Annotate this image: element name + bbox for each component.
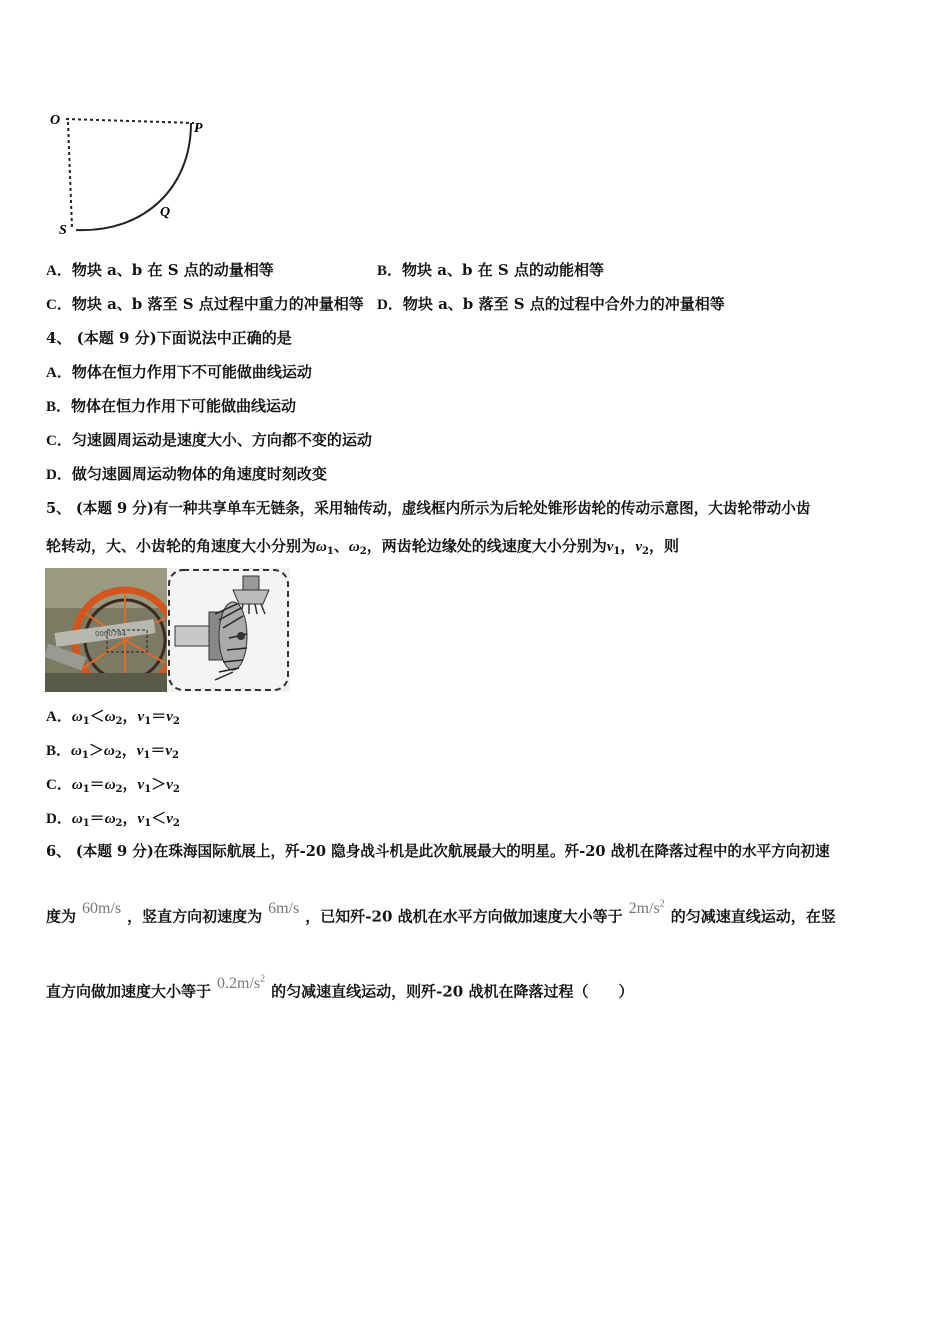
label-p: P	[194, 121, 203, 136]
bevel-gear-diagram	[167, 568, 290, 692]
q6-stem-line2: 度为 60m/s ，竖直方向初速度为 6m/s ，已知歼-20 战机在水平方向做加速度大小等于 $2m/s^2$的匀减速直线运动，在竖	[46, 899, 836, 926]
q6-stem-line3: 直方向做加速度大小等于 $0.2m/s^2$的匀减速直线运动，则歼-20 战机在降落过程（ ）	[46, 974, 634, 1001]
q5-stem-line1: 5、 (本题 9 分)有一种共享单车无链条，采用轴传动，虚线框内所示为后轮处锥形齿轮的传动示意图，大齿轮带动小齿	[46, 500, 811, 517]
a-vertical: $0.2m/s^2$	[217, 974, 266, 993]
bevel-gear-drawing	[167, 568, 290, 692]
q3-option-d: D．物块 a、b 落至 S 点的过程中合外力的冲量相等	[377, 295, 725, 313]
q4-option-a: A．物体在恒力作用下不可能做曲线运动	[46, 363, 312, 381]
label-s: S	[59, 223, 67, 238]
label-q: Q	[160, 205, 171, 220]
q4-option-d: D．做匀速圆周运动物体的角速度时刻改变	[46, 465, 327, 483]
q5-stem-line2: 轮转动，大、小齿轮的角速度大小分别为$\omega_1$、$\omega_2$，两齿轮边缘处的线速度大小分别为$v_1$，$v_2$，则	[46, 537, 680, 557]
label-o: O	[50, 113, 61, 128]
q5-option-d: D．$\omega_1=\omega_2$，$v_1<v_2$	[46, 809, 180, 829]
bike-wheel-photo	[45, 568, 167, 692]
q3-option-b: B．物块 a、b 在 S 点的动能相等	[377, 261, 604, 279]
q5-option-c: C．$\omega_1=\omega_2$，$v_1>v_2$	[46, 775, 180, 795]
dotted-line-op	[66, 119, 194, 123]
v0-horizontal: 60m/s	[82, 900, 122, 918]
v0-vertical: 6m/s	[268, 900, 300, 918]
q4-option-b: B．物体在恒力作用下可能做曲线运动	[46, 397, 297, 415]
dotted-line-os	[68, 122, 72, 228]
q6-stem-line1: 6、 (本题 9 分)在珠海国际航展上，歼-20 隐身战斗机是此次航展最大的明星。歼-20 战机在降落过程中的水平方向初速	[46, 843, 830, 860]
photo-frame-text: 0000784	[95, 630, 127, 638]
a-horizontal: $2m/s^2$	[628, 899, 665, 918]
arc-pqs	[76, 123, 191, 230]
quarter-circle-diagram	[44, 108, 220, 242]
q5-option-b: B．$\omega_1>\omega_2$，$v_1=v_2$	[46, 741, 179, 761]
bike-wheel-drawing	[45, 568, 167, 692]
q5-option-a: A．$\omega_1<\omega_2$，$v_1=v_2$	[46, 707, 180, 727]
q4-option-c: C．匀速圆周运动是速度大小、方向都不变的运动	[46, 431, 372, 449]
q3-option-a: A．物块 a、b 在 S 点的动量相等	[46, 261, 274, 279]
q3-option-c: C．物块 a、b 落至 S 点过程中重力的冲量相等	[46, 295, 364, 313]
q4-stem: 4、 (本题 9 分)下面说法中正确的是	[46, 329, 292, 347]
